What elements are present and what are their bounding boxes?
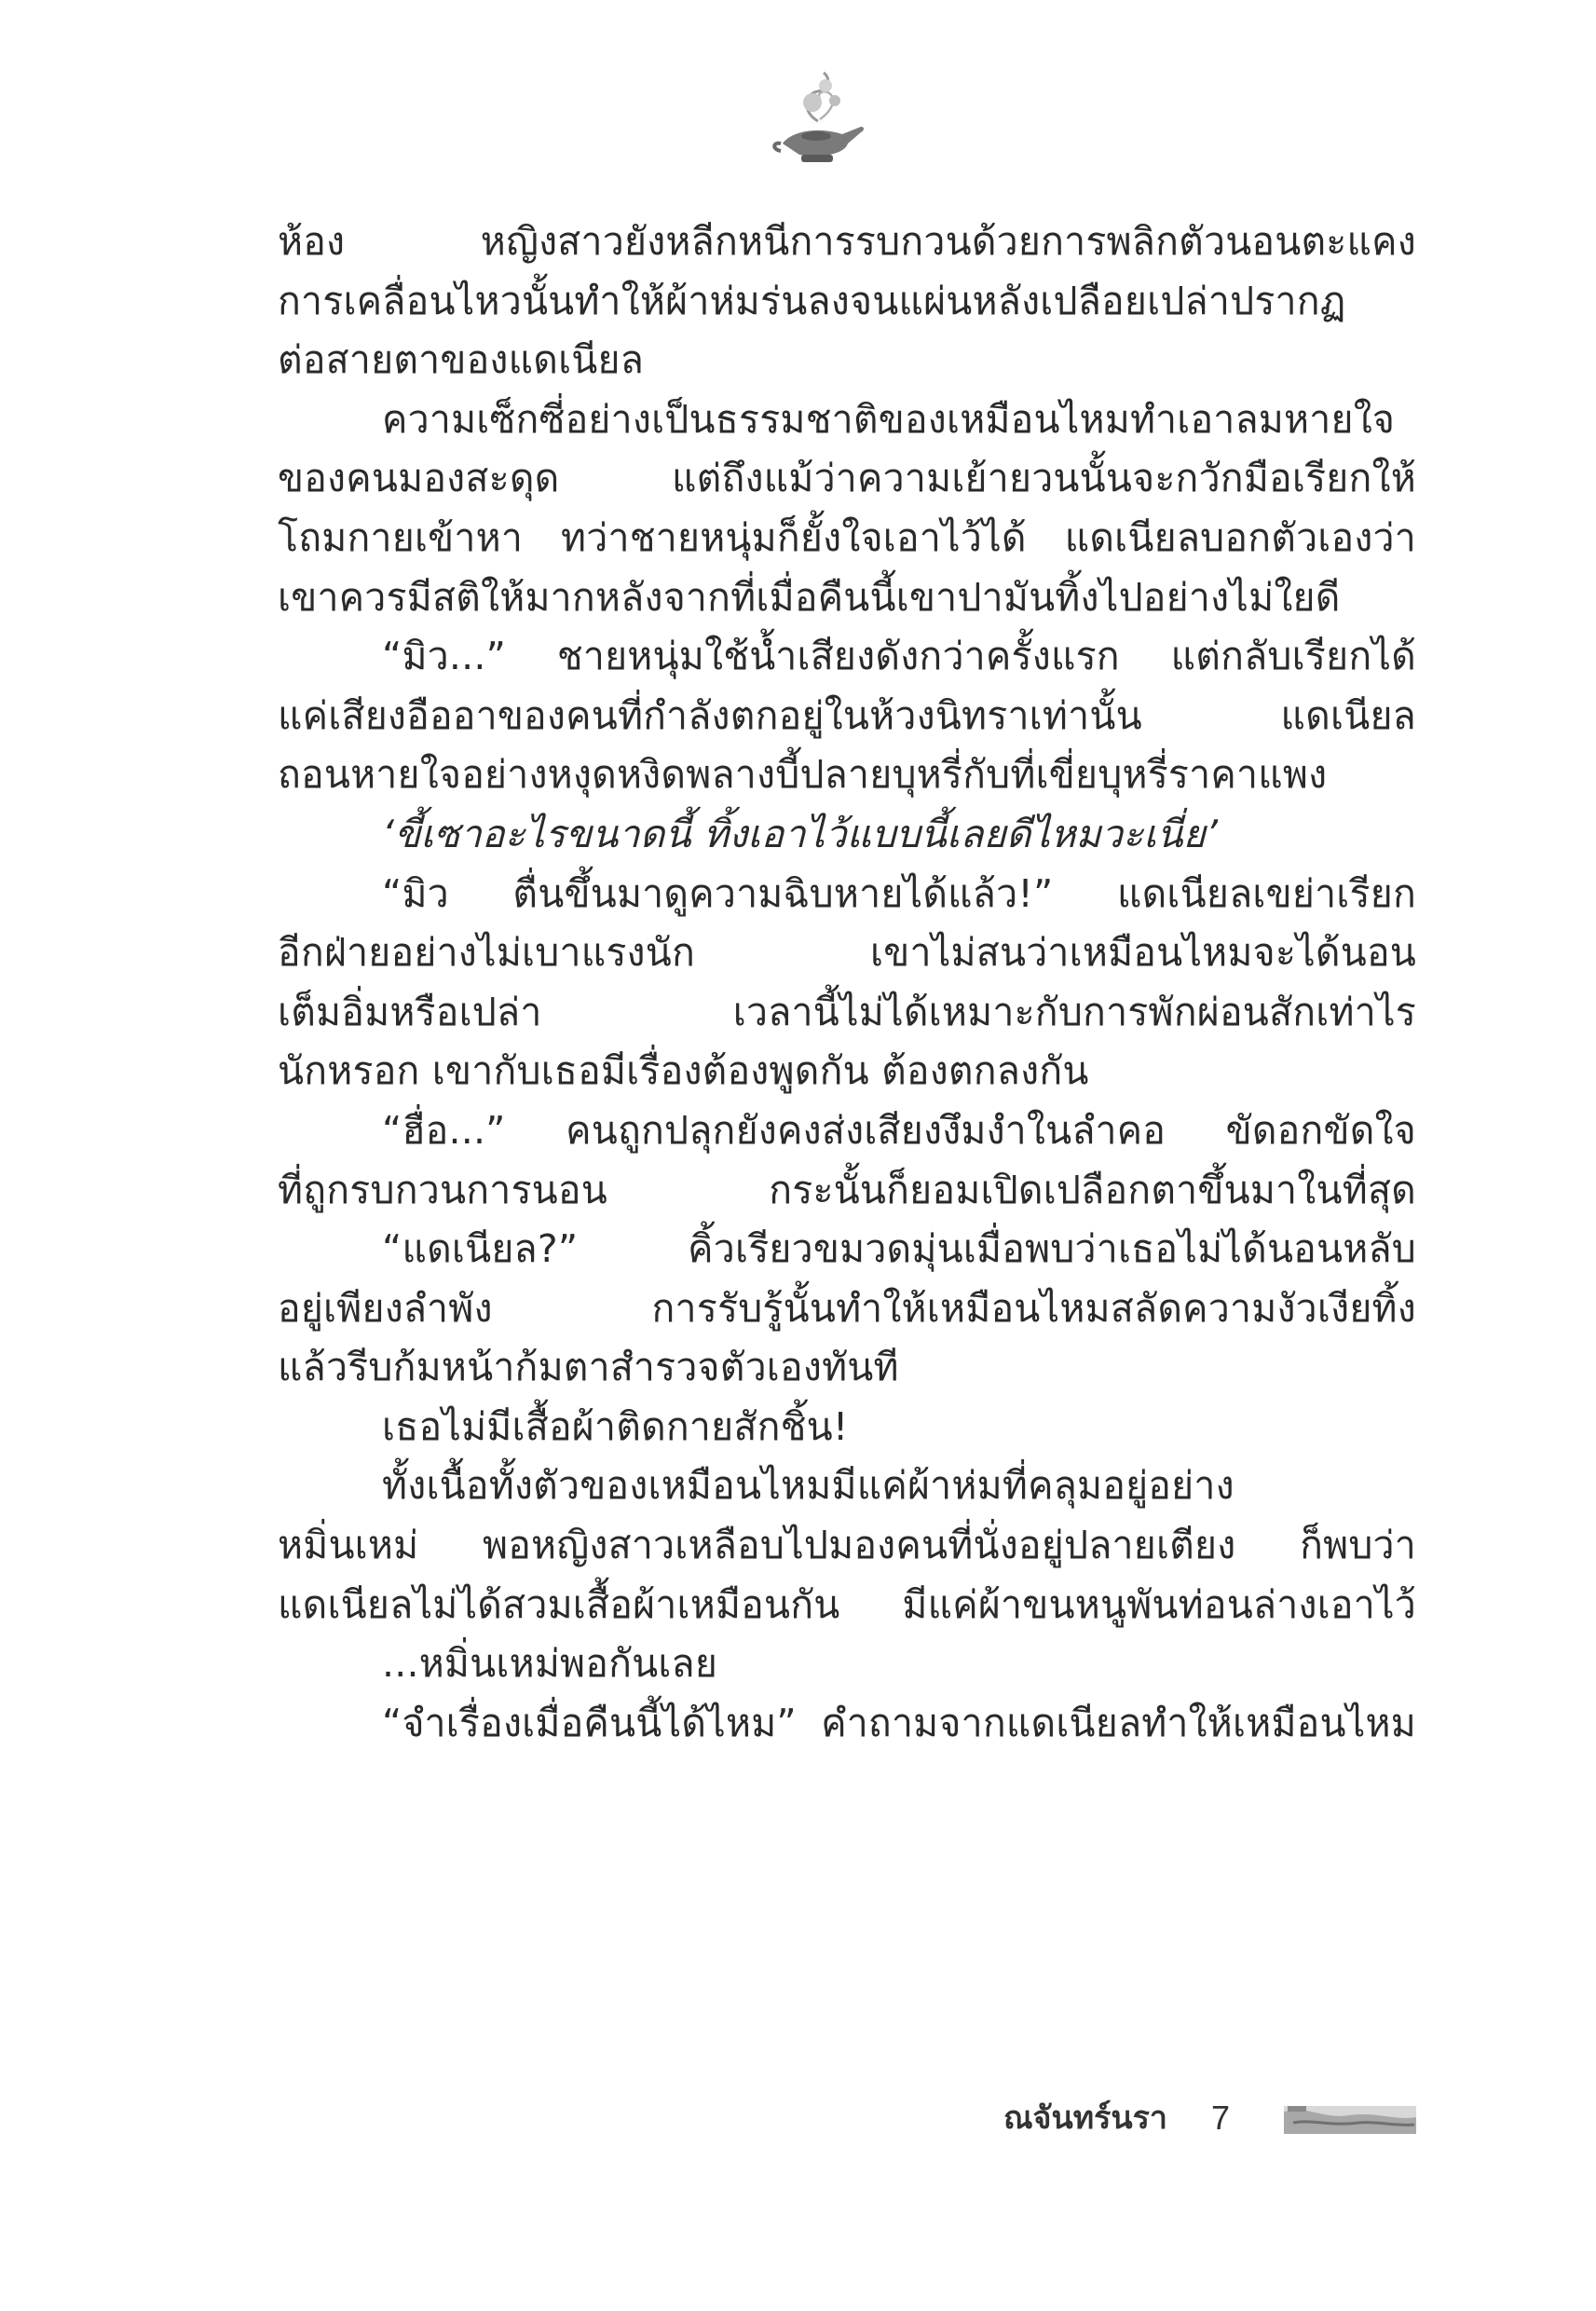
text-line: ที่ถูกรบกวนการนอน กระนั้นก็ยอมเปิดเปลือกตาขึ้นมาในที่สุด [278,1167,1416,1212]
text-line: ทั้งเนื้อทั้งตัวของเหมือนไหมมีแค่ผ้าห่มที่คลุมอยู่อย่าง [382,1463,1235,1509]
text-line: ถอนหายใจอย่างหงุดหงิดพลางบี้ปลายบุหรี่กับที่เขี่ยบุหรี่ราคาแพง [278,752,1328,798]
text-line: แล้วรีบก้มหน้าก้มตาสำรวจตัวเองทันที [278,1345,899,1390]
page-corner-graphic-icon [1284,2102,1416,2136]
magic-lamp-icon [764,65,876,177]
text-line: การเคลื่อนไหวนั้นทำให้ผ้าห่มร่นลงจนแผ่นหลังเปลือยเปล่าปรากฏ [278,278,1346,323]
text-line: แดเนียลไม่ได้สวมเสื้อผ้าเหมือนกัน มีแค่ผ้าขนหนูพันท่อนล่างเอาไว้ [278,1581,1416,1627]
text-line: “แดเนียล?” คิ้วเรียวขมวดมุ่นเมื่อพบว่าเธอไม่ได้นอนหลับ [382,1226,1416,1272]
page-number: 7 [1211,2099,1231,2137]
text-line: เขาควรมีสติให้มากหลังจากที่เมื่อคืนนี้เขาปามันทิ้งไปอย่างไม่ใยดี [278,574,1341,620]
text-line: โถมกายเข้าหา ทว่าชายหนุ่มก็ยั้งใจเอาไว้ได้ แดเนียลบอกตัวเองว่า [278,514,1416,560]
text-line: นักหรอก เขากับเธอมีเรื่องต้องพูดกัน ต้องตกลงกัน [278,1048,1089,1094]
text-line: ห้อง หญิงสาวยังหลีกหนีการรบกวนด้วยการพลิกตัวนอนตะแคง [278,219,1416,264]
text-line: อยู่เพียงลำพัง การรับรู้นั้นทำให้เหมือนไหมสลัดความงัวเงียทิ้ง [278,1285,1416,1331]
text-line: ของคนมองสะดุด แต่ถึงแม้ว่าความเย้ายวนนั้นจะกวักมือเรียกให้ [278,456,1416,501]
text-line: เธอไม่มีเสื้อผ้าติดกายสักชิ้น! [382,1403,849,1449]
text-line: ‘ขี้เซาอะไรขนาดนี้ ทิ้งเอาไว้แบบนี้เลยดีไหมวะเนี่ย’ [382,811,1219,856]
text-line: อีกฝ่ายอย่างไม่เบาแรงนัก เขาไม่สนว่าเหมือนไหมจะได้นอน [278,930,1416,976]
author-name: ณจันทร์นรา [1003,2099,1167,2137]
text-line: ความเซ็กซี่อย่างเป็นธรรมชาติของเหมือนไหมทำเอาลมหายใจ [382,396,1396,442]
text-line: เต็มอิ่มหรือเปล่า เวลานี้ไม่ได้เหมาะกับการพักผ่อนสักเท่าไร [278,989,1416,1034]
text-line: แค่เสียงอืออาของคนที่กำลังตกอยู่ในห้วงนิทราเท่านั้น แดเนียล [278,692,1416,738]
text-line: หมิ่นเหม่ พอหญิงสาวเหลือบไปมองคนที่นั่งอยู่ปลายเตียง ก็พบว่า [278,1523,1416,1568]
text-line: ...หมิ่นเหม่พอกันเลย [382,1641,718,1687]
text-line: “ฮื่อ...” คนถูกปลุกยังคงส่งเสียงงึมงำในลำคอ ขัดอกขัดใจ [382,1107,1416,1153]
text-line: ต่อสายตาของแดเนียล [278,337,645,383]
text-line: “มิว...” ชายหนุ่มใช้น้ำเสียงดังกว่าครั้งแรก แต่กลับเรียกได้ [382,634,1416,679]
page-footer [0,2095,1596,2141]
text-line: “มิว ตื่นขึ้นมาดูความฉิบหายได้แล้ว!” แดเนียลเขย่าเรียก [382,870,1416,916]
body-text [278,212,1416,1753]
text-line: “จำเรื่องเมื่อคืนนี้ได้ไหม” คำถามจากแดเนียลทำให้เหมือนไหม [382,1700,1416,1745]
